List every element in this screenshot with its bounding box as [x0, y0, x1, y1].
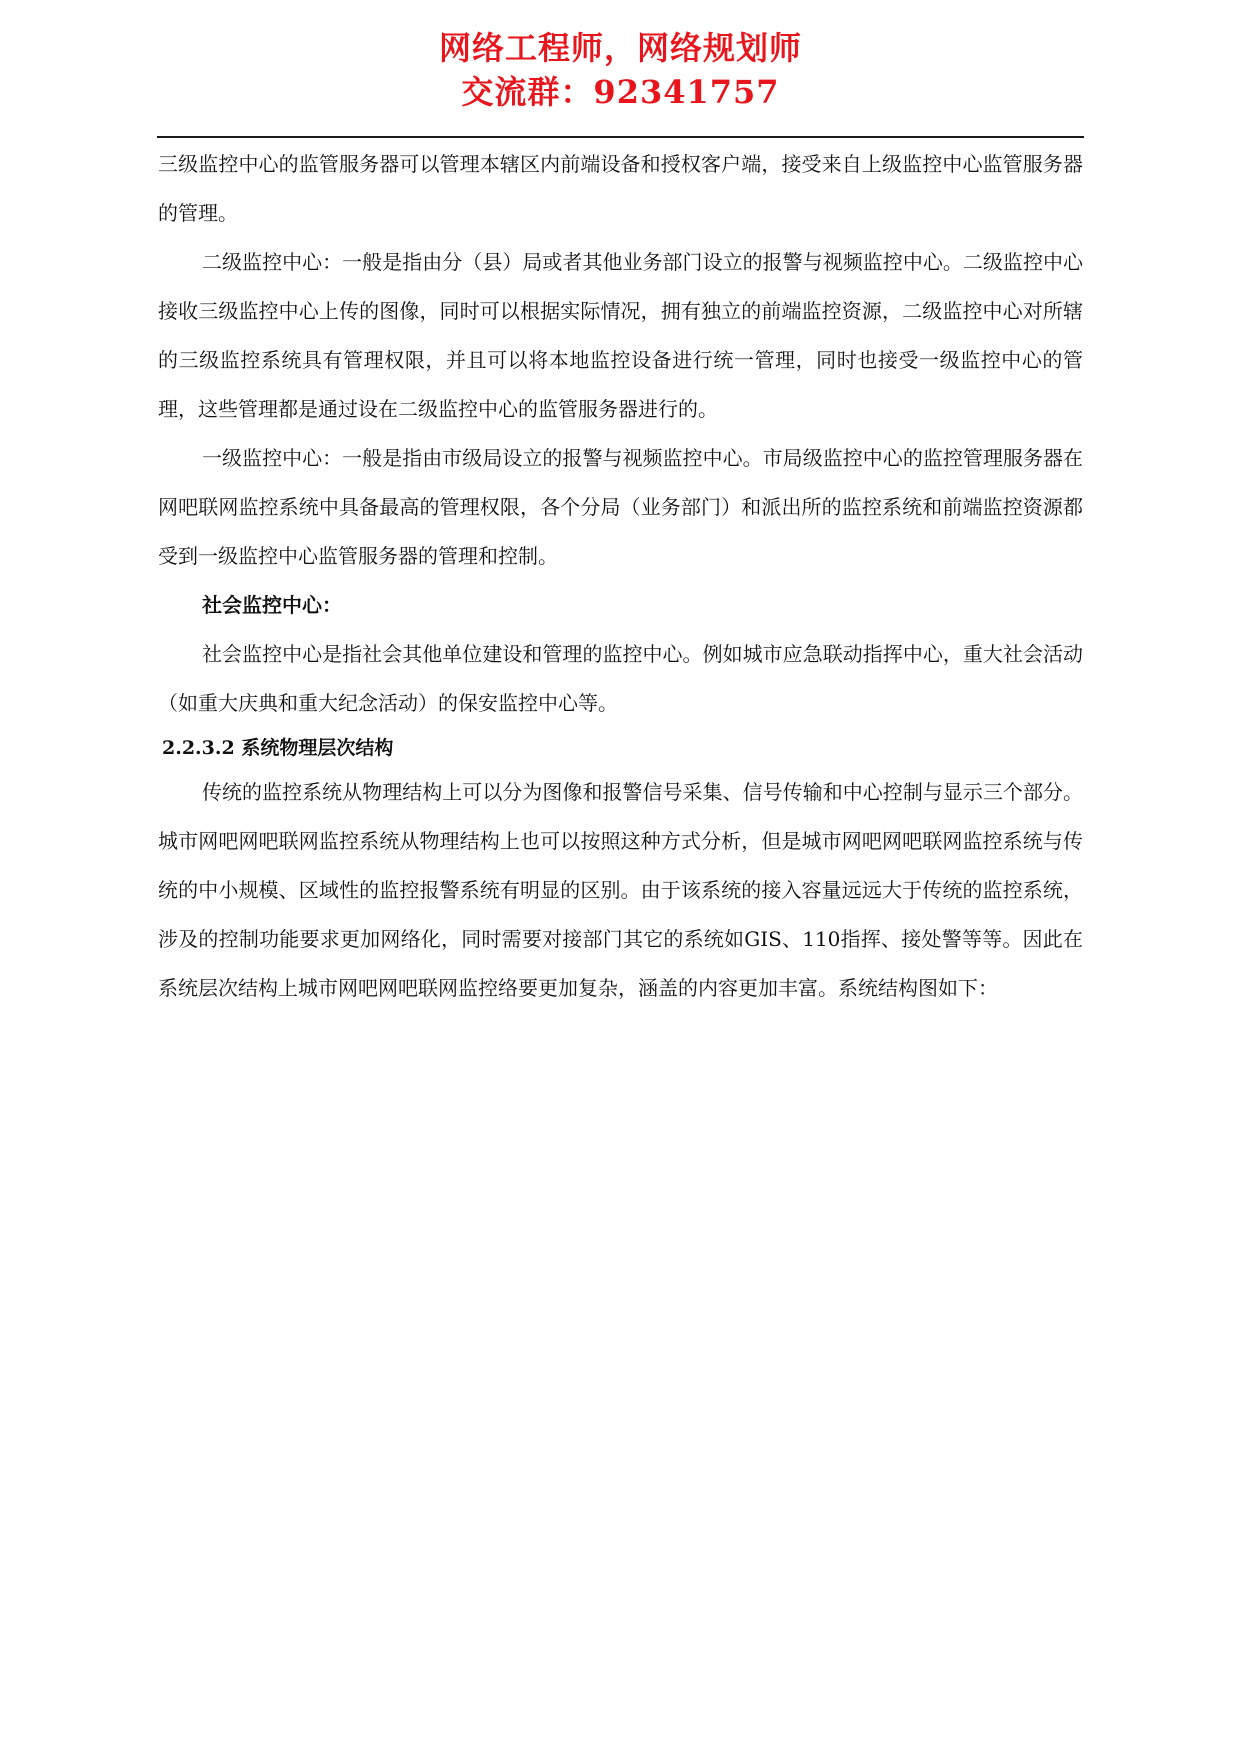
header-title: 网络工程师，网络规划师	[438, 29, 802, 67]
paragraph-level3-center: 三级监控中心的监管服务器可以管理本辖区内前端设备和授权客户端，接受来自上级监控中心监管服务器的管理。	[158, 152, 1083, 225]
page-header	[0, 26, 1241, 114]
section-heading-physical-structure: 2.2.3.2 系统物理层次结构	[162, 737, 394, 759]
paragraph-level1-center: 一级监控中心：一般是指由市级局设立的报警与视频监控中心。市局级监控中心的监控管理服务器在网吧联网监控系统中具备最高的管理权限，各个分局（业务部门）和派出所的监控系统和前端监控资源都受到一级监控中心监管服务器的管理和控制。	[158, 446, 1083, 568]
heading-social-monitoring-center: 社会监控中心：	[202, 593, 342, 617]
document-body	[158, 140, 1083, 1013]
paragraph-level2-center: 二级监控中心：一般是指由分（县）局或者其他业务部门设立的报警与视频监控中心。二级监控中心接收三级监控中心上传的图像，同时可以根据实际情况，拥有独立的前端监控资源，二级监控中心对所辖的三级监控系统具有管理权限，并且可以将本地监控设备进行统一管理，同时也接受一级监控中心的管理，这些管理都是通过设在二级监控中心的监管服务器进行的。	[158, 250, 1083, 421]
header-divider	[157, 136, 1084, 138]
paragraph-social-monitoring-center: 社会监控中心是指社会其他单位建设和管理的监控中心。例如城市应急联动指挥中心，重大社会活动（如重大庆典和重大纪念活动）的保安监控中心等。	[158, 642, 1083, 715]
paragraph-physical-structure: 传统的监控系统从物理结构上可以分为图像和报警信号采集、信号传输和中心控制与显示三个部分。城市网吧网吧联网监控系统从物理结构上也可以按照这种方式分析，但是城市网吧网吧联网监控系统与传统的中小规模、区域性的监控报警系统有明显的区别。由于该系统的接入容量远远大于传统的监控系统，涉及的控制功能要求更加网络化，同时需要对接部门其它的系统如GIS、110指挥、接处警等等。因此在系统层次结构上城市网吧网吧联网监控络要更加复杂，涵盖的内容更加丰富。系统结构图如下：	[158, 780, 1083, 1000]
header-group-number: 交流群：92341757	[461, 73, 780, 111]
